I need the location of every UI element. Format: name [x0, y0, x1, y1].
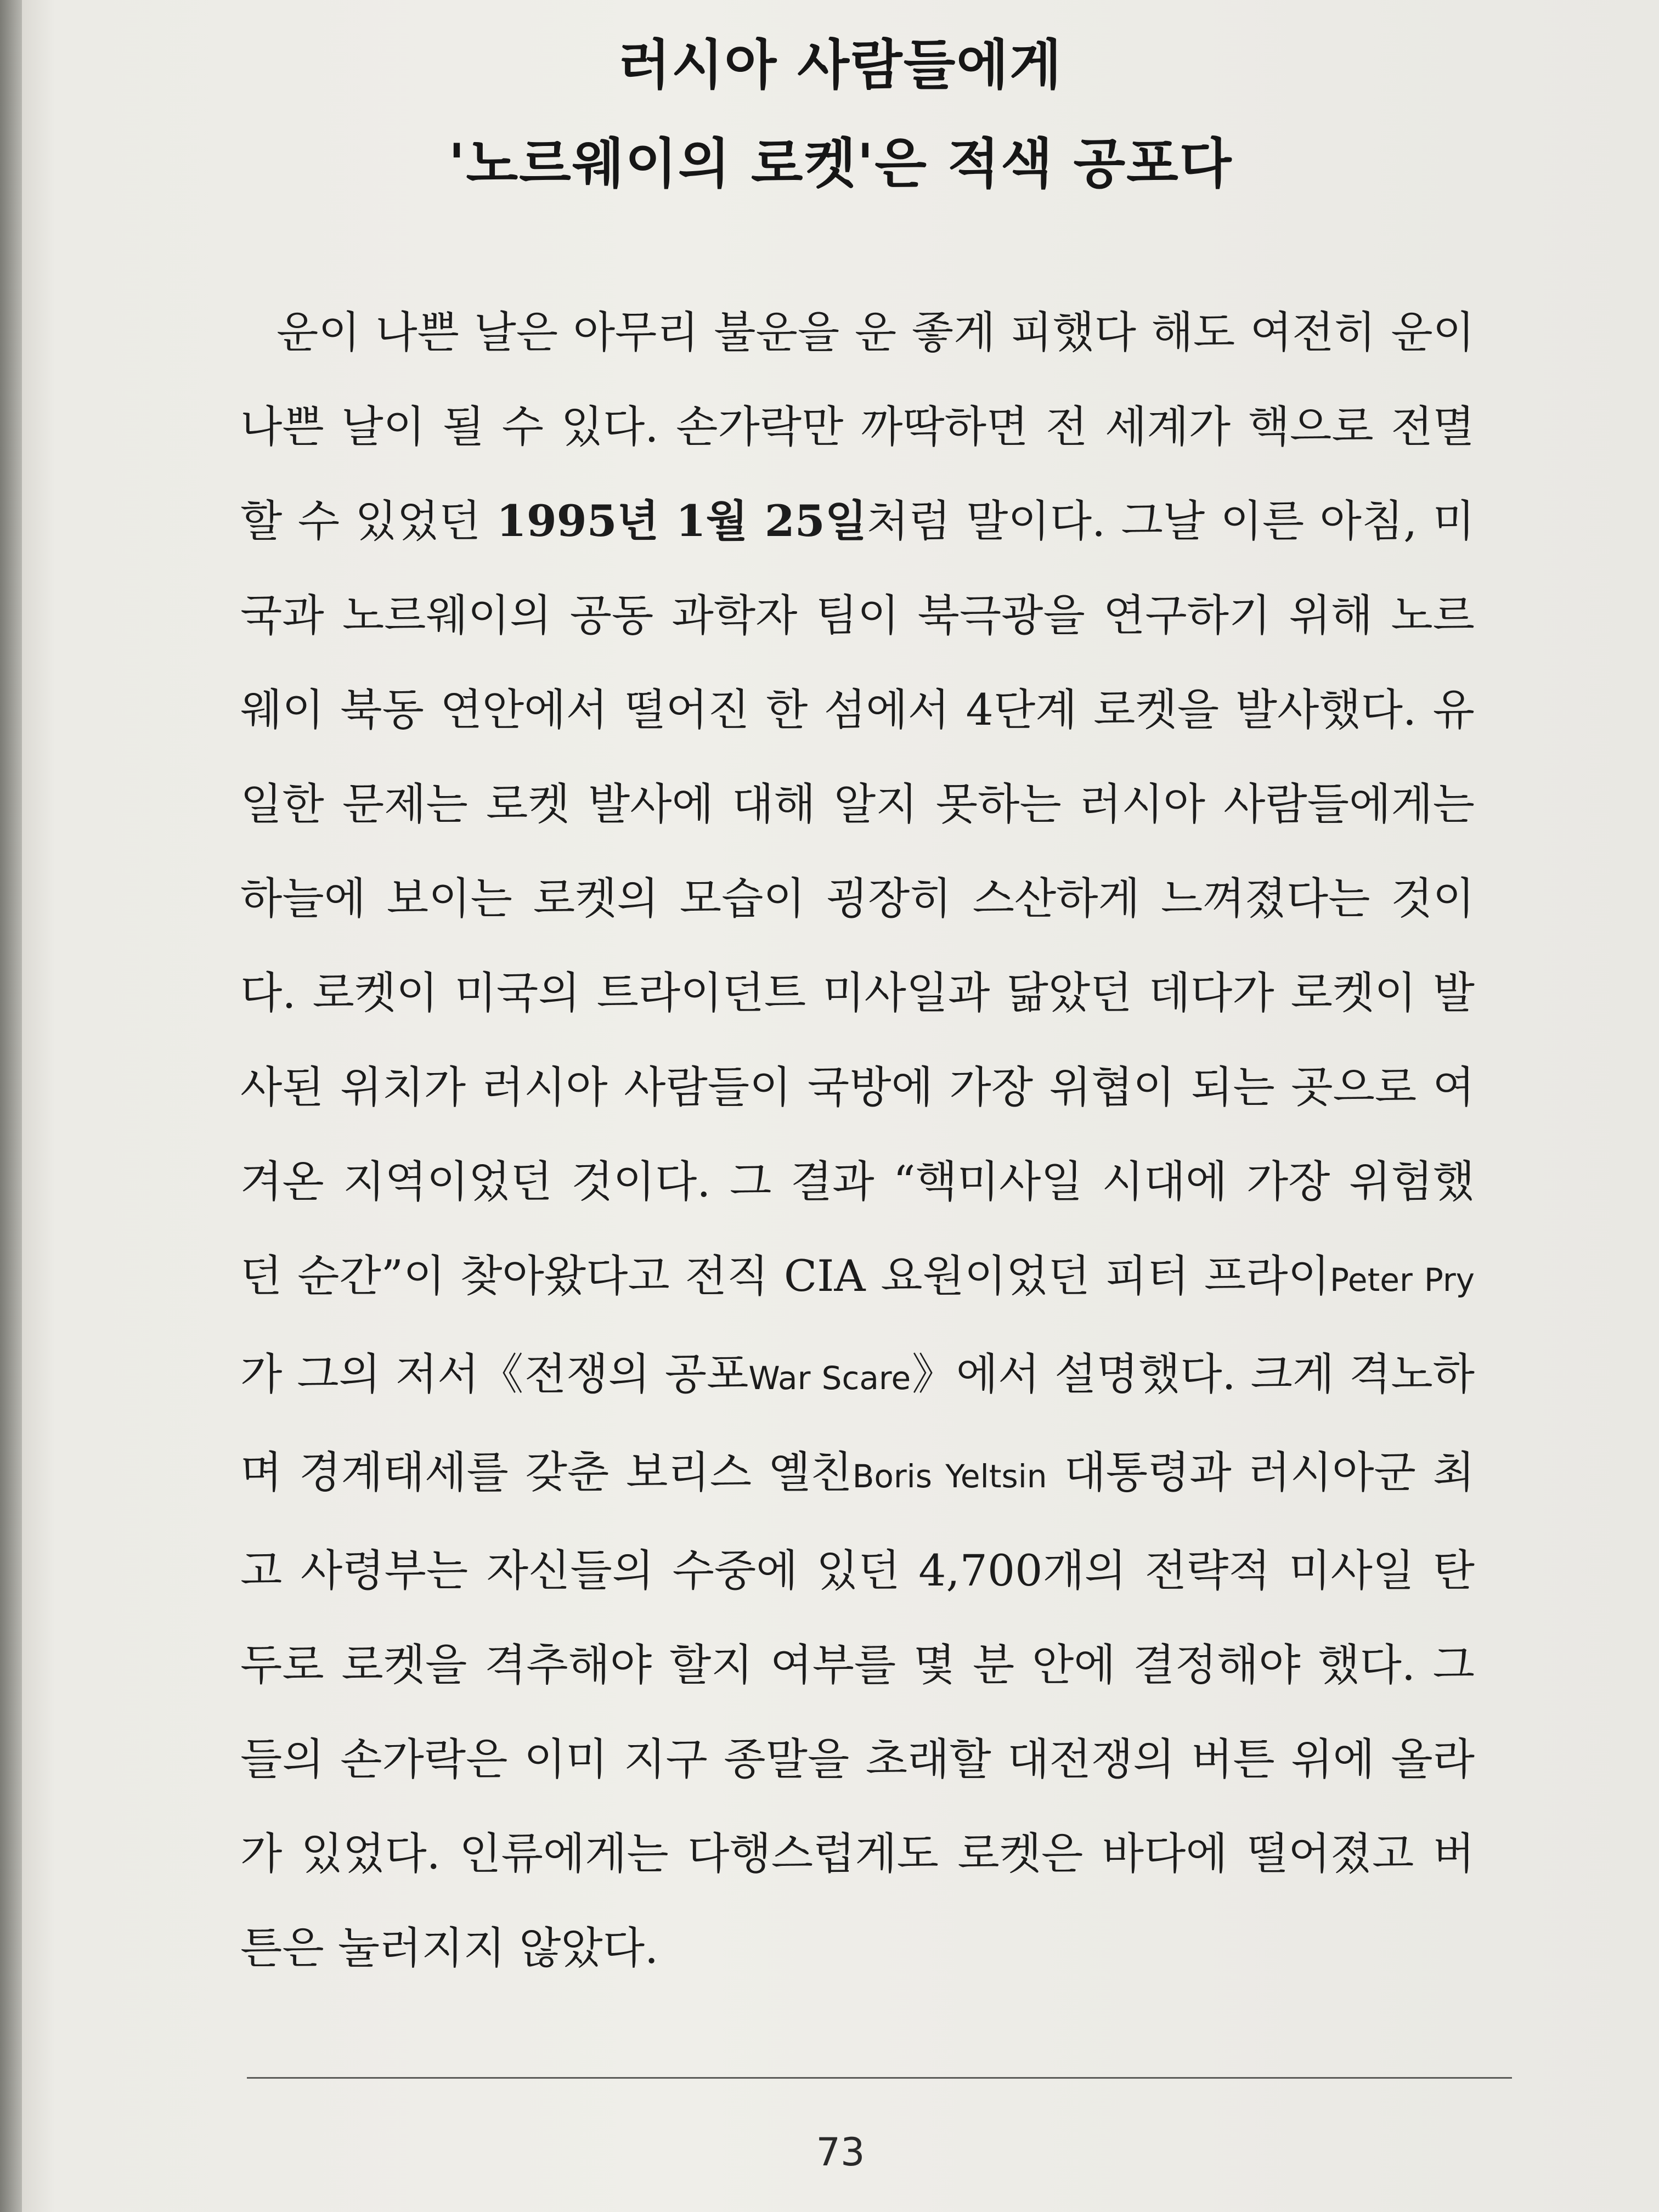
book-page [22, 0, 1659, 2212]
section-title-line-1: 러시아 사람들에게 [618, 34, 1063, 97]
page-number: 73 [816, 2130, 865, 2175]
body-text-segment: 대통령과 러시아군 최고 사령부는 자신들의 수중에 있던 4,700개의 전략적 미사일 탄두로 로켓을 격추해야 할지 여부를 몇 분 안에 결정해야 했다. 그들의 손가락은 이미 지구 종말을 초래할 대전쟁의 버튼 위에 올라가 있었다. 인류에게는 다행스럽게도 로켓은 바다에 떨어졌고 버튼은 눌러지지 않았다. [240, 1447, 1475, 1973]
body-paragraph [240, 285, 1475, 1995]
body-text-segment: 운이 나쁜 날은 아무리 불운을 운 좋게 피했다 해도 여전히 운이 나쁜 날이 될 수 있다. 손가락만 까딱하면 전 세계가 핵으로 전멸할 수 있었던 [240, 307, 1475, 546]
body-text-segment: 》에서 설명했다. 크게 격노하며 경계태세를 갖춘 보리스 옐친 [240, 1349, 1475, 1498]
section-title-line-2: '노르웨이의 로켓'은 적색 공포다 [448, 133, 1233, 195]
footer-rule [247, 2077, 1512, 2079]
original-name-peter-pry: Peter Pry [1329, 1261, 1475, 1299]
body-text-segment: 가 그의 저서《전쟁의 공포 [240, 1349, 749, 1400]
original-name-boris-yeltsin: Boris Yeltsin [852, 1458, 1047, 1495]
body-text-segment: 처럼 말이다. 그날 이른 아침, 미국과 노르웨이의 공동 과학자 팀이 북극광을 연구하기 위해 노르웨이 북동 연안에서 떨어진 한 섬에서 4단계 로켓을 발사했다. 유일한 문제는 로켓 발사에 대해 알지 못하는 러시아 사람들에게는 하늘에 보이는 로켓의 모습이 굉장히 스산하게 느껴졌다는 것이다. 로켓이 미국의 트라이던트 미사일과 닮았던 데다가 로켓이 발사된 위치가 러시아 사람들이 국방에 가장 위협이 되는 곳으로 여겨온 지역이었던 것이다. 그 결과 “핵미사일 시대에 가장 위험했던 순간”이 찾아왔다고 전직 CIA 요원이었던 피터 프라이 [240, 496, 1475, 1301]
book-spine-shadow [0, 0, 22, 2212]
original-book-title: War Scare [748, 1359, 911, 1397]
emphasized-date: 1995년 1월 25일 [496, 495, 867, 546]
